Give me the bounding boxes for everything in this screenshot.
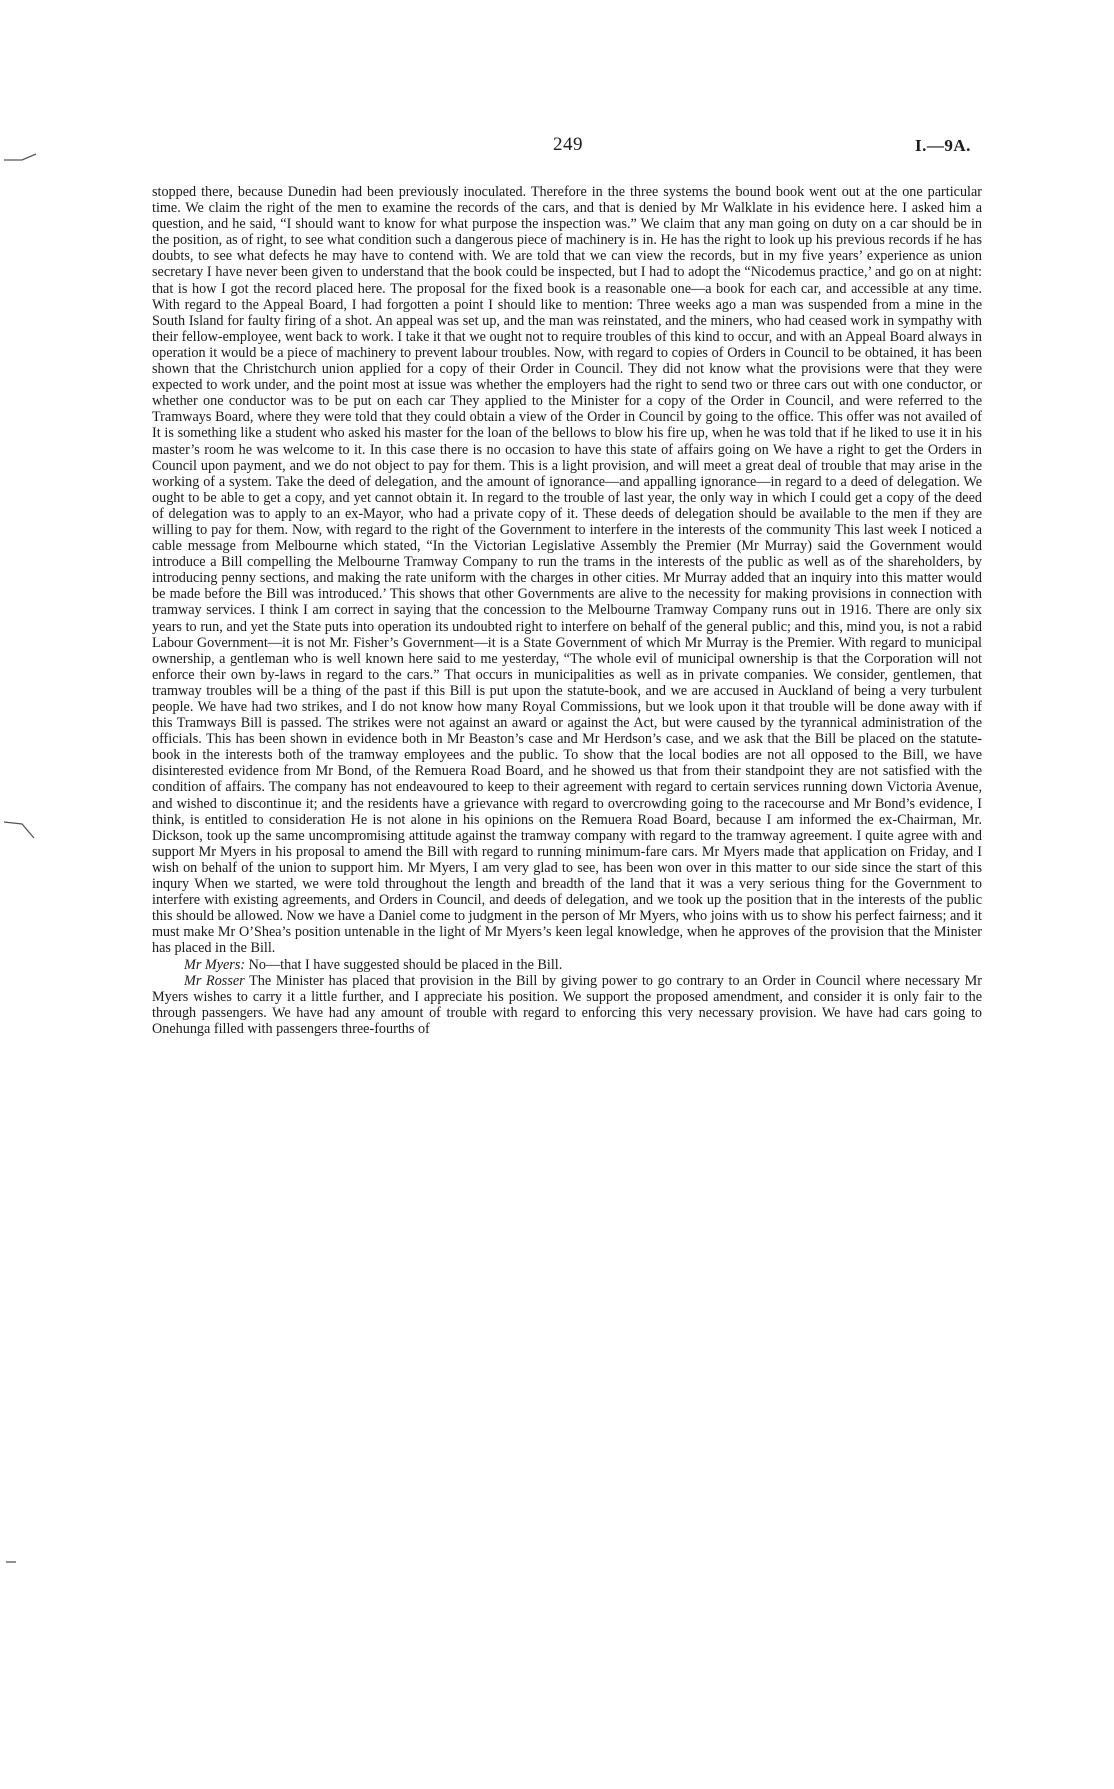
paragraph — [152, 973, 982, 1037]
speaker-name: Mr Myers: — [184, 956, 246, 973]
paragraph — [152, 957, 982, 973]
paragraph — [152, 184, 982, 957]
margin-mark — [0, 1552, 40, 1572]
page-number: 249 — [553, 134, 583, 155]
body-text — [152, 184, 982, 1037]
paragraph-text: The Minister has placed that provision in the Bill by giving power to go contrary to an Order in Council where necessary Mr Myers wishes to carry it a little further, and I appreciate his position. We support the proposed amendment, and consider it is only fair to the through passengers. We have had any amount of trouble with regard to enforcing this very necessary provision. We have had cars going to Onehunga filled with passengers three-fourths of — [152, 972, 982, 1037]
paper-reference: I.—9A. — [915, 136, 971, 155]
margin-mark — [0, 816, 40, 836]
margin-mark — [0, 148, 40, 168]
speaker-name: Mr Rosser — [184, 972, 245, 989]
paragraph-text: No—that I have suggested should be placed in the Bill. — [248, 956, 563, 973]
paragraph-text: stopped there, because Dunedin had been previously inoculated. Therefore in the three systems the bound book went out at the one particular time. We claim the right of the men to examine the records of the cars, and that is denied by Mr Walklate in his evidence here. I asked him a question, and he said, “I should want to know for what purpose the inspection was.” We claim that any man going on duty on a car should be in the position, as of right, to see what condition such a dangerous piece of machinery is in. He has the right to look up his previous records if he has doubts, to see what defects he may have to contend with. We are told that we can view the records, but in my five years’ experience as union secretary I have never been given to understand that the book could be inspected, but I had to adopt the “Nicodemus practice,’ and go on at night: that is how I got the record placed here. The proposal for the fixed book is a reasonable one—a book for each car, and accessible at any time. With regard to the Appeal Board, I had forgotten a point I should like to mention: Three weeks ago a man was suspended from a mine in the South Island for faulty firing of a shot. An appeal was set up, and the man was reinstated, and the miners, who had ceased work in sympathy with their fellow-employee, went back to work. I take it that we ought not to require troubles of this kind to occur, and with an Appeal Board always in operation it would be a piece of machinery to prevent labour troubles. Now, with regard to copies of Orders in Council to be obtained, it has been shown that the Christchurch union applied for a copy of their Order in Council. They did not know what the provisions were that they were expected to work under, and the point most at issue was whether the employers had the right to send two or three cars out with one conductor, or whether one conductor was to be put on each car They applied to the Minister for a copy of the Order in Council, and were referred to the Tramways Board, where they were told that they could obtain a view of the Order in Council by going to the office. This offer was not availed of It is something like a student who asked his master for the loan of the bellows to blow his fire up, when he was told that if he liked to use it in his master’s room he was welcome to it. In this case there is no occasion to have this state of affairs going on We have a right to get the Orders in Council upon payment, and we do not object to pay for them. This is a light provision, and will meet a great deal of trouble that may arise in the working of a system. Take the deed of delegation, and the amount of ignorance—and appalling ignorance—in regard to a deed of delegation. We ought to be able to get a copy, and yet cannot obtain it. In regard to the trouble of last year, the only way in which I could get a copy of the deed of delegation was to apply to an ex-Mayor, who had a private copy of it. These deeds of delegation should be available to the men if they are willing to pay for them. Now, with regard to the right of the Government to interfere in the interests of the community This last week I noticed a cable message from Melbourne which stated, “In the Victorian Legislative Assembly the Premier (Mr Murray) said the Government would introduce a Bill compelling the Melbourne Tramway Company to run the trams in the interests of the public as well as of the shareholders, by introducing penny sections, and making the rate uniform with the charges in other cities. Mr Murray added that an inquiry into this matter would be made before the Bill was introduced.’ This shows that other Governments are alive to the necessity for making provisions in connection with tramway services. I think I am correct in saying that the concession to the Melbourne Tramway Company runs out in 1916. There are only six years to run, and yet the State puts into operation its undoubted right to interfere on behalf of the general public; and this, mind you, is not a rabid Labour Government—it is not Mr. Fisher’s Government—it is a State Government of which Mr Murray is the Premier. With regard to municipal ownership, a gentleman who is well known here said to me yesterday, “The whole evil of municipal ownership is that the Corporation will not enforce their own by-laws in regard to the cars.” That occurs in municipalities as well as in private companies. We consider, gentlemen, that tramway troubles will be a thing of the past if this Bill is put upon the statute-book, and we are accused in Auckland of being a very turbulent people. We have had two strikes, and I do not know how many Royal Commissions, but we look upon it that trouble will be done away with if this Tramways Bill is passed. The strikes were not against an award or against the Act, but were caused by the tyrannical administration of the officials. This has been shown in evidence both in Mr Beaston’s case and Mr Herdson’s case, and we ask that the Bill be placed on the statute-book in the interests both of the tramway employees and the public. To show that the local bodies are not all opposed to the Bill, we have disinterested evidence from Mr Bond, of the Remuera Road Board, and he showed us that from their standpoint they are not satisfied with the condition of affairs. The company has not endeavoured to keep to their agreement with regard to certain services running down Victoria Avenue, and wished to discontinue it; and the residents have a grievance with regard to overcrowding going to the racecourse and Mr Bond’s evidence, I think, is entitled to consideration He is not alone in his opinions on the Remuera Road Board, because I am informed the ex-Chairman, Mr. Dickson, took up the same uncompromising attitude against the tramway company with regard to the tramway agreement. I quite agree with and support Mr Myers in his proposal to amend the Bill with regard to running minimum-fare cars. Mr Myers made that application on Friday, and I wish on behalf of the union to support him. Mr Myers, I am very glad to see, has been won over in this matter to our side since the start of this inqury When we started, we were told throughout the length and breadth of the land that it was a very serious thing for the Government to interfere with existing agreements, and Orders in Council, and deeds of delegation, and we took up the position that in the interests of the public this should be allowed. Now we have a Daniel come to judgment in the person of Mr Myers, who joins with us to show his perfect fairness; and it must make Mr O’Shea’s position untenable in the light of Mr Myers’s keen legal knowledge, when he approves of the provision that the Minister has placed in the Bill. — [152, 184, 982, 957]
